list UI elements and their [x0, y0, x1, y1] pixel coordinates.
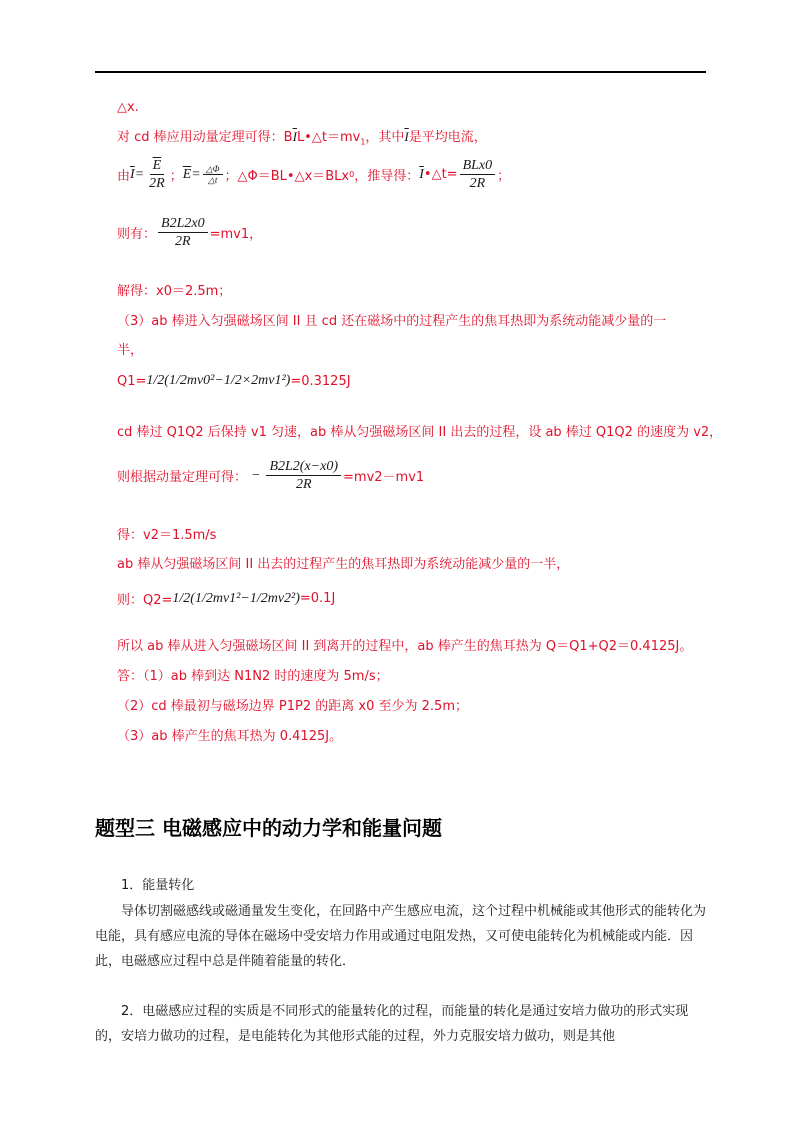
text: =mv1，: [209, 227, 263, 242]
line-answer-2: （2）cd 棒最初与磁场边界 P1P2 的距离 x0 至少为 2.5m；: [117, 699, 468, 714]
separator: ；: [169, 169, 183, 184]
line-answer-1: 答：（1）ab 棒到达 N1N2 时的速度为 5m/s；: [117, 669, 389, 684]
line-momentum-theorem: [117, 128, 487, 152]
line-answer-3: （3）ab 棒产生的焦耳热为 0.4125J。: [117, 729, 343, 744]
equation-then: [117, 215, 262, 250]
numerator: B2L2(x−x0): [266, 458, 341, 476]
line-part3: （3）ab 棒进入匀强磁场区间 II 且 cd 还在磁场中的过程产生的焦耳热即为系统动能减少量的一: [117, 314, 667, 329]
text: ；: [497, 169, 511, 184]
denominator: 2R: [149, 176, 165, 191]
mean-current-symbol: $\overline{I}$: [292, 129, 297, 144]
paragraph-energy-conversion: 导体切割磁感线或磁通量发生变化，在回路中产生感应电流，这个过程中机械能或其他形式的能转化为电能，具有感应电流的导体在磁场中受安培力作用或通过电阻发热，又可使电能转化为机械能或内能．因此，电磁感应过程中总是伴随着能量的转化．: [95, 904, 707, 969]
mean-current-symbol: $\overline{I}$: [130, 166, 135, 182]
line-delta-x: △x.: [117, 100, 139, 115]
result: =0.1J: [299, 591, 336, 606]
equation-Q1: [117, 373, 351, 389]
text: ，推导得：: [354, 169, 420, 184]
line-solve-x0: 解得：x0＝2.5m；: [117, 284, 232, 299]
math-expression: 1/2(1/2mv0²−1/2×2mv1²): [146, 373, 291, 388]
math-expression: 1/2(1/2mv1²−1/2mv2²): [172, 590, 300, 606]
header-rule: [95, 71, 706, 73]
equation-momentum-v2: [117, 458, 424, 493]
numerator: BLx0: [460, 157, 496, 175]
text: ；△Φ＝BL•△x＝BLx: [224, 169, 350, 184]
line-cd-uniform: cd 棒过 Q1Q2 后保持 v1 匀速，ab 棒从匀强磁场区间 II 出去的过程，设 ab 棒过 Q1Q2 的速度为 v2，: [117, 425, 723, 440]
subscript: 0: [349, 170, 355, 179]
equals: =: [134, 166, 145, 182]
denominator: △t: [207, 175, 218, 185]
denominator: 2R: [295, 477, 312, 492]
text: ，其中: [365, 130, 405, 145]
minus-sign: −: [251, 467, 261, 483]
text: 对 cd 棒应用动量定理可得：B: [117, 130, 293, 145]
numerator: $\overline{E}$: [150, 157, 165, 175]
equals: =: [191, 166, 201, 182]
fraction-BLx0-over-2R: [460, 157, 496, 192]
subscript: 1: [360, 137, 366, 147]
text: 则：Q2=: [117, 593, 173, 608]
denominator: 2R: [175, 234, 191, 249]
section-title: 题型三 电磁感应中的动力学和能量问题: [95, 816, 442, 840]
equation-Q2: [117, 589, 335, 608]
fraction-B2L2x0-over-2R: [158, 215, 208, 250]
text: L•△t＝mv: [296, 130, 361, 145]
line-ab-exit: ab 棒从匀强磁场区间 II 出去的过程产生的焦耳热即为系统动能减少量的一半，: [117, 557, 570, 572]
text: Q1=: [117, 373, 147, 389]
text: 则有：: [117, 227, 157, 242]
mean-current-symbol: $\overline{I}$: [419, 166, 424, 182]
denominator: 2R: [469, 176, 486, 191]
line-half: 半，: [117, 343, 144, 358]
numerator: △Φ: [203, 164, 223, 175]
paragraph-energy-conversion-title: 1．能量转化: [121, 878, 195, 893]
fraction-dphi-over-dt: [203, 164, 223, 185]
paragraph-energy-essence: 2．电磁感应过程的实质是不同形式的能量转化的过程，而能量的转化是通过安培力做功的形式实现的，安培力做功的过程，是电能转化为其他形式能的过程，外力克服安培力做功，则是其他: [95, 1004, 689, 1044]
text: =mv2－mv1: [343, 470, 425, 485]
fraction-B2L2-x-x0-over-2R: [266, 458, 341, 493]
fraction-E-over-2R: [146, 157, 168, 192]
text: 是平均电流，: [408, 130, 487, 145]
line-total-heat: 所以 ab 棒从进入匀强磁场区间 II 到离开的过程中，ab 棒产生的焦耳热为 Q＝Q1+Q2＝0.4125J。: [117, 639, 693, 654]
numerator: B2L2x0: [158, 215, 208, 233]
mean-emf-symbol: $\overline{E}$: [182, 166, 192, 182]
line-v2: 得：v2＝1.5m/s: [117, 528, 217, 543]
text: 则根据动量定理可得：: [117, 470, 248, 485]
text: 由: [117, 169, 131, 184]
equation-mean-current: [117, 157, 510, 192]
text: •△t=: [423, 167, 458, 182]
mean-current-symbol: $\overline{I}$: [404, 129, 409, 144]
result: =0.3125J: [290, 373, 351, 389]
